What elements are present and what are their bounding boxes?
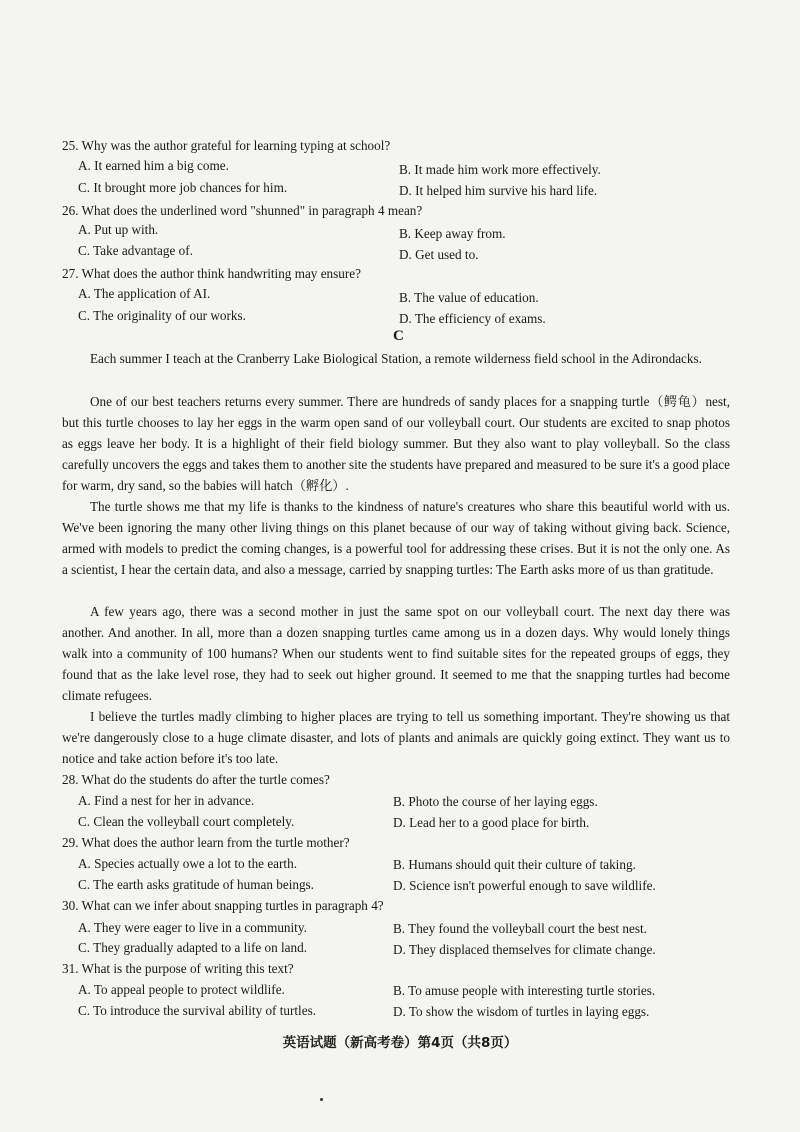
- question-27-option-a: A. The application of AI.: [78, 286, 211, 301]
- question-29-option-d: D. Science isn't powerful enough to save wildlife.: [393, 878, 656, 893]
- question-28-option-b: B. Photo the course of her laying eggs.: [393, 794, 598, 809]
- question-25-option-a: A. It earned him a big come.: [78, 158, 229, 173]
- question-30-option-c: C. They gradually adapted to a life on land.: [78, 940, 308, 955]
- question-31-option-c: C. To introduce the survival ability of turtles.: [78, 1003, 316, 1018]
- question-28-option-c: C. Clean the volleyball court completely.: [78, 814, 295, 829]
- question-28-option-a: A. Find a nest for her in advance.: [78, 793, 255, 808]
- question-28-option-d: D. Lead her to a good place for birth.: [393, 815, 590, 830]
- question-28-stem: 28. What do the students do after the turtle comes?: [62, 772, 330, 787]
- question-26-option-b: B. Keep away from.: [399, 226, 506, 241]
- passage-paragraph-2: One of our best teachers returns every summer. There are hundreds of sandy places for a snapping turtle（鳄龟）nest, but this turtle chooses to lay her eggs in the warm open sand of our volleyball court. Our students are excited to snap photos as eggs leave her body. It is a highlight of their field biology summer. But they also want to play volleyball. So the class carefully uncovers the eggs and takes them to another site the students have prepared and measured to be sure it's a good place for warm, dry sand, so the babies will hatch（孵化）.: [62, 394, 730, 493]
- question-30-option-a: A. They were eager to live in a community.: [78, 920, 307, 935]
- question-25-option-c: C. It brought more job chances for him.: [78, 180, 288, 195]
- question-30-option-d: D. They displaced themselves for climate change.: [393, 942, 656, 957]
- question-25-option-b: B. It made him work more effectively.: [399, 162, 601, 177]
- question-29-option-b: B. Humans should quit their culture of taking.: [393, 857, 636, 872]
- question-29-option-c: C. The earth asks gratitude of human beings.: [78, 877, 314, 892]
- question-31-option-a: A. To appeal people to protect wildlife.: [78, 982, 285, 997]
- passage-paragraph-1: Each summer I teach at the Cranberry Lake Biological Station, a remote wilderness field school in the Adirondacks.: [90, 351, 702, 366]
- passage-paragraph-4: A few years ago, there was a second mother in just the same spot on our volleyball court. The next day there was another. And another. In all, more than a dozen snapping turtles came among us in a dozen days. Why would lonely things walk into a community of 100 humans? When our students went to find suitable sites for the repeated groups of eggs, they found that as the lake level rose, they had to seek out higher ground. It seemed to me that the snapping turtles had become climate refugees.: [62, 604, 730, 703]
- question-29-option-a: A. Species actually owe a lot to the earth.: [78, 856, 297, 871]
- question-30-stem: 30. What can we infer about snapping turtles in paragraph 4?: [62, 898, 384, 913]
- question-30-option-b: B. They found the volleyball court the best nest.: [393, 921, 647, 936]
- question-26-option-c: C. Take advantage of.: [78, 243, 193, 258]
- page-footer: 英语试题（新高考卷）第4页（共8页）: [282, 1035, 518, 1051]
- question-27-option-d: D. The efficiency of exams.: [399, 311, 546, 326]
- question-31-option-d: D. To show the wisdom of turtles in laying eggs.: [393, 1004, 650, 1019]
- question-25-stem: 25. Why was the author grateful for learning typing at school?: [62, 138, 391, 153]
- question-31-stem: 31. What is the purpose of writing this text?: [62, 961, 294, 976]
- question-26-option-a: A. Put up with.: [78, 222, 159, 237]
- passage-paragraph-5: I believe the turtles madly climbing to higher places are trying to tell us something important. They're showing us that we're dangerously close to a huge climate disaster, and lots of plants and animals are quickly going extinct. They want us to notice and take action before it's too late.: [62, 709, 730, 766]
- question-26-stem: 26. What does the underlined word "shunned" in paragraph 4 mean?: [62, 203, 423, 218]
- passage-paragraph-3: The turtle shows me that my life is thanks to the kindness of nature's creatures who share this beautiful world with us. We've been ignoring the many other living things on this planet because of our way of taking without giving back. Science, armed with models to predict the coming changes, is a powerful tool for addressing these crises. But it is not the only one. As a scientist, I hear the certain data, and also a message, carried by snapping turtles: The Earth asks more of us than gratitude.: [62, 499, 730, 577]
- question-31-option-b: B. To amuse people with interesting turtle stories.: [393, 983, 656, 998]
- question-26-option-d: D. Get used to.: [399, 247, 479, 262]
- question-29-stem: 29. What does the author learn from the turtle mother?: [62, 835, 350, 850]
- question-27-option-c: C. The originality of our works.: [78, 308, 246, 323]
- question-27-stem: 27. What does the author think handwriting may ensure?: [62, 266, 361, 281]
- section-letter: C: [393, 328, 404, 344]
- question-27-option-b: B. The value of education.: [399, 290, 539, 305]
- print-speck: [320, 1098, 323, 1101]
- question-25-option-d: D. It helped him survive his hard life.: [399, 183, 598, 198]
